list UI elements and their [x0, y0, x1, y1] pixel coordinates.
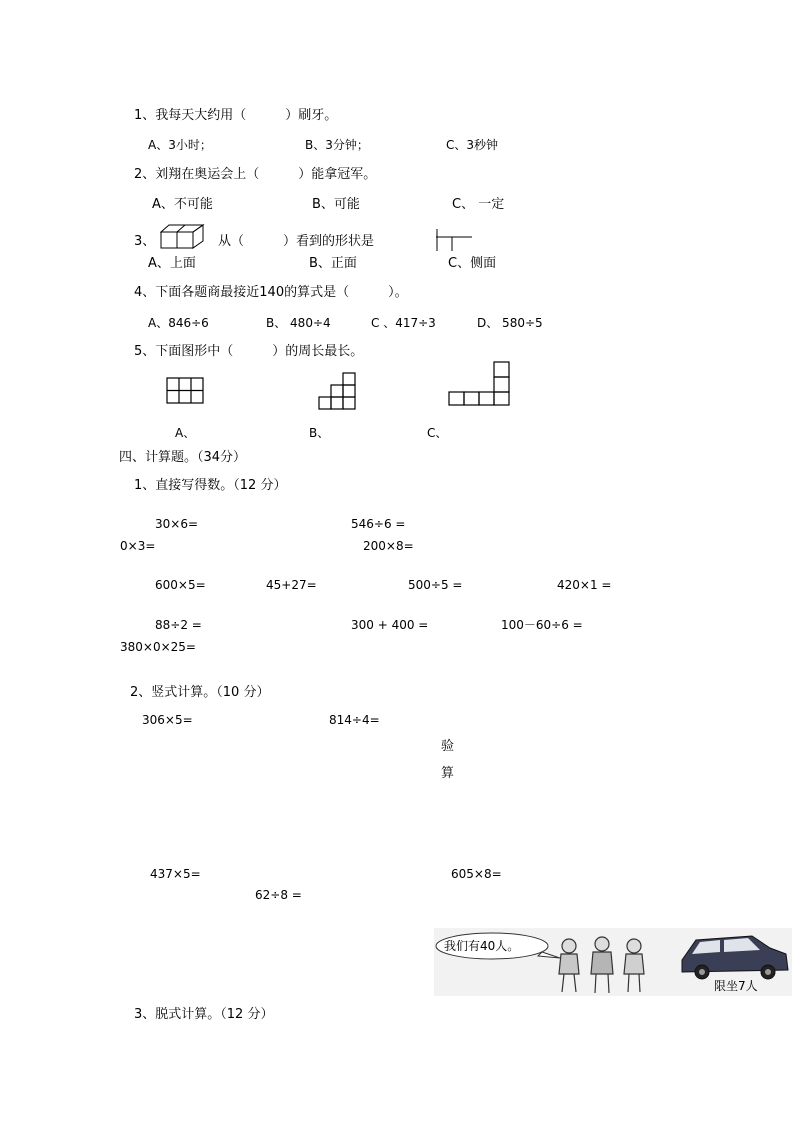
q5-option-c: C、: [427, 426, 448, 440]
child-figure-1: [559, 939, 579, 992]
q3-option-a: A、上面: [148, 256, 196, 271]
child-figure-3: [624, 939, 644, 992]
q5-option-a: A、: [175, 426, 196, 440]
part1-heading: 1、直接写得数。（12 分）: [134, 478, 287, 493]
direct-calc-item: 300 + 400 =: [351, 618, 429, 632]
direct-calc-item: 200×8=: [363, 539, 414, 553]
q3-middle-text: 从（ ）看到的形状是: [218, 234, 375, 249]
vertical-calc-item: 62÷8 =: [255, 888, 302, 902]
direct-calc-item: 600×5=: [155, 578, 206, 592]
vertical-calc-item: 814÷4=: [329, 713, 380, 727]
part3-heading: 3、脱式计算。（12 分）: [134, 1007, 274, 1022]
direct-calc-item: 380×0×25=: [120, 640, 196, 654]
direct-calc-item: 546÷6 =: [351, 517, 406, 531]
q1-option-b: B、3分钟；: [305, 138, 369, 152]
word-problem-illustration: [434, 928, 792, 996]
q5-shape-b: [318, 372, 358, 412]
direct-calc-item: 0×3=: [120, 539, 156, 553]
q3-number: 3、: [134, 234, 156, 249]
q5-option-b: B、: [309, 426, 330, 440]
q3-option-b: B、正面: [309, 256, 357, 271]
vertical-calc-item: 605×8=: [451, 867, 502, 881]
direct-calc-item: 88÷2 =: [155, 618, 202, 632]
vertical-calc-item: 306×5=: [142, 713, 193, 727]
car-figure: [682, 936, 788, 979]
q5-stem: 5、下面图形中（ ）的周长最长。: [134, 344, 364, 359]
q2-option-c: C、 一定: [452, 197, 505, 212]
check-label-1: 验: [441, 739, 455, 754]
vertical-calc-item: 437×5=: [150, 867, 201, 881]
child-figure-2: [591, 937, 613, 993]
direct-calc-item: 100－60÷6 =: [501, 618, 583, 632]
q3-cube-figure: [160, 224, 212, 250]
direct-calc-item: 30×6=: [155, 517, 199, 531]
direct-calc-item: 500÷5 =: [408, 578, 463, 592]
q4-option-c: C 、417÷3: [371, 316, 436, 330]
q3-answer-shape: [436, 229, 474, 253]
q1-stem: 1、我每天大约用（ ）刷牙。: [134, 108, 338, 123]
q1-option-c: C、3秒钟: [446, 138, 499, 152]
q3-option-c: C、侧面: [448, 256, 497, 271]
q2-option-b: B、可能: [312, 197, 360, 212]
direct-calc-item: 45+27=: [266, 578, 317, 592]
q2-option-a: A、不可能: [152, 197, 213, 212]
q2-stem: 2、刘翔在奥运会上（ ）能拿冠军。: [134, 167, 377, 182]
speech-bubble-text: 我们有40人。: [444, 939, 520, 953]
q4-option-a: A、846÷6: [148, 316, 209, 330]
q5-shape-c: [448, 361, 512, 407]
q5-shape-a: [166, 377, 206, 405]
section-title: 四、计算题。（34分）: [119, 450, 247, 465]
q4-option-d: D、 580÷5: [477, 316, 543, 330]
check-label-2: 算: [441, 766, 455, 781]
q4-stem: 4、下面各题商最接近140的算式是（ ）。: [134, 285, 408, 300]
car-capacity-label: 限坐7人: [714, 979, 758, 993]
part2-heading: 2、竖式计算。（10 分）: [130, 685, 270, 700]
q1-option-a: A、3小时；: [148, 138, 212, 152]
q4-option-b: B、 480÷4: [266, 316, 331, 330]
direct-calc-item: 420×1 =: [557, 578, 612, 592]
